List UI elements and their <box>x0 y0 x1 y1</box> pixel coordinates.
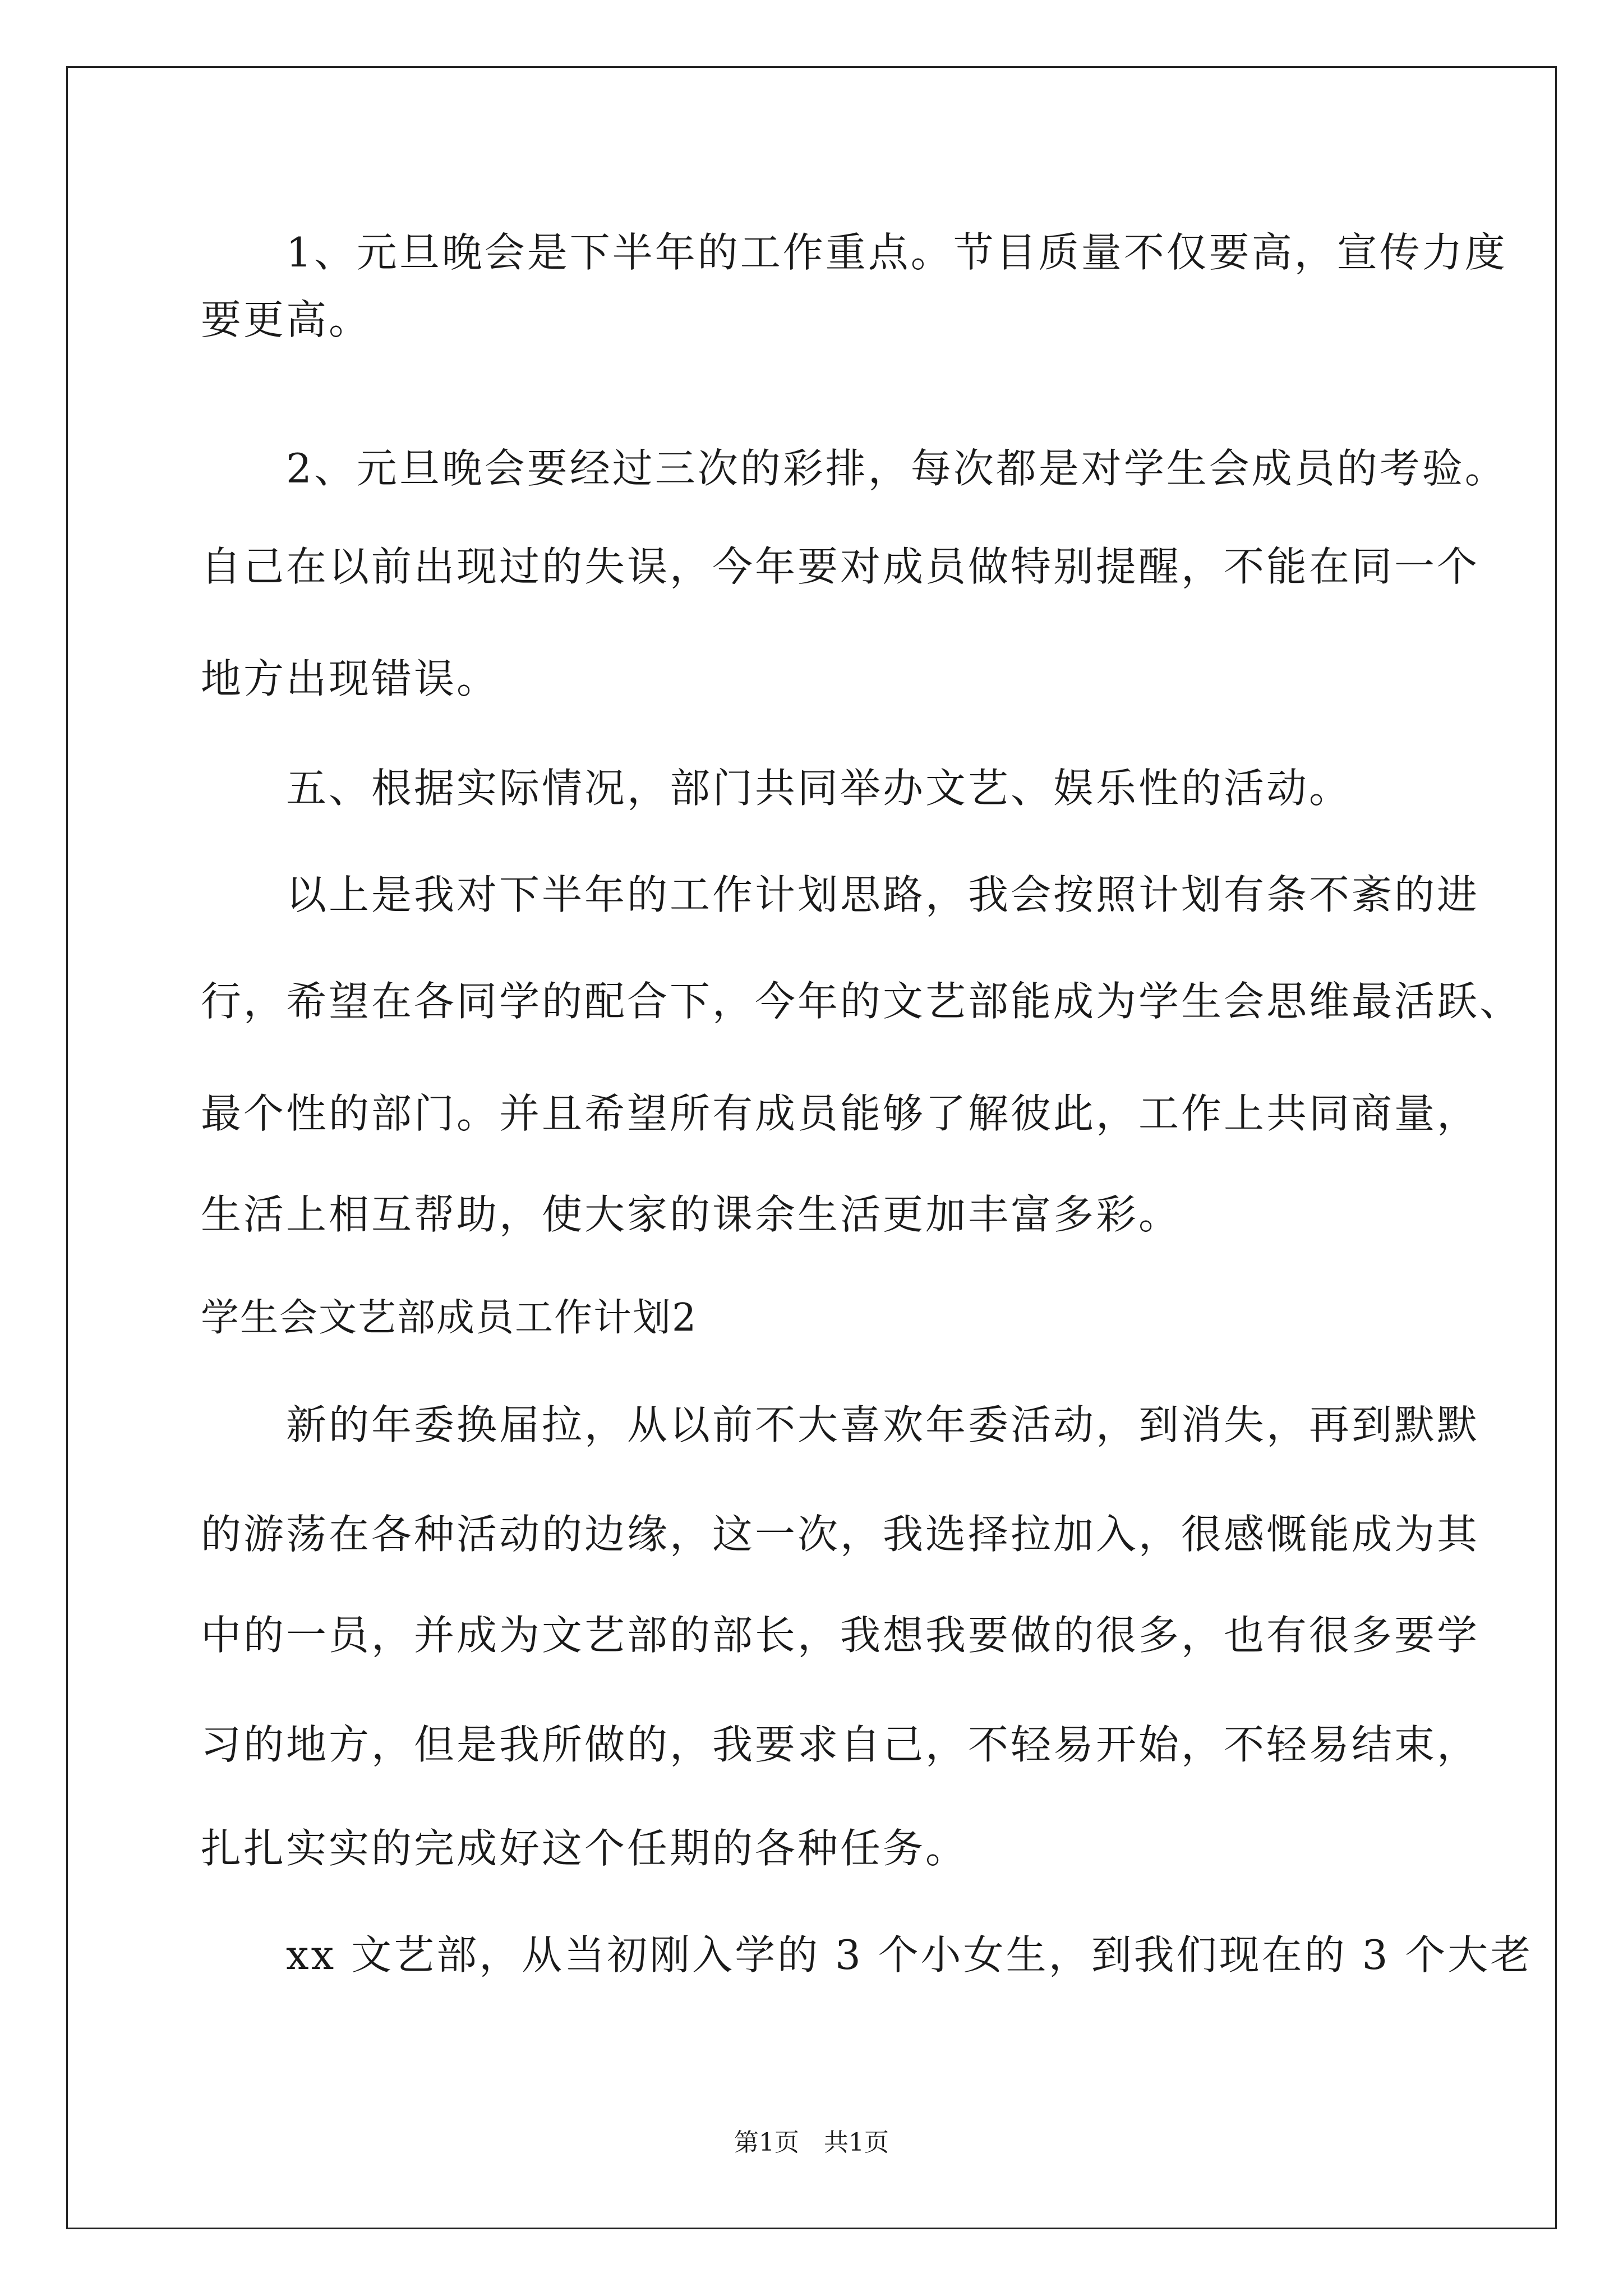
body-line-7: 以上是我对下半年的工作计划思路，我会按照计划有条不紊的进 <box>201 871 1480 918</box>
body-line-11: 新的年委换届拉，从以前不大喜欢年委活动，到消失，再到默默 <box>201 1401 1480 1448</box>
body-line-13: 中的一员，并成为文艺部的部长，我想我要做的很多，也有很多要学 <box>201 1612 1480 1659</box>
body-line-3: 2、元旦晚会要经过三次的彩排，每次都是对学生会成员的考验。 <box>201 445 1507 492</box>
body-line-10: 生活上相互帮助，使大家的课余生活更加丰富多彩。 <box>201 1191 1182 1238</box>
page-footer: 第1页 共1页 <box>734 2128 889 2157</box>
body-line-15: 扎扎实实的完成好这个任期的各种任务。 <box>201 1825 969 1872</box>
body-line-12: 的游荡在各种活动的边缘，这一次，我选择拉加入，很感慨能成为其 <box>201 1511 1480 1558</box>
body-line-5: 地方出现错误。 <box>201 655 500 702</box>
body-line-2: 要更高。 <box>201 296 372 343</box>
body-line-4: 自己在以前出现过的失误，今年要对成员做特别提醒，不能在同一个 <box>201 543 1480 590</box>
body-line-8: 行，希望在各同学的配合下，今年的文艺部能成为学生会思维最活跃、 <box>201 978 1523 1025</box>
body-line-14: 习的地方，但是我所做的，我要求自己，不轻易开始，不轻易结束， <box>201 1721 1480 1768</box>
body-line-9: 最个性的部门。并且希望所有成员能够了解彼此，工作上共同商量， <box>201 1090 1480 1137</box>
body-line-6: 五、根据实际情况，部门共同举办文艺、娱乐性的活动。 <box>201 765 1352 812</box>
body-line-16: xx 文艺部，从当初刚入学的 3 个小女生，到我们现在的 3 个大老 <box>201 1931 1533 1978</box>
page-border <box>66 66 1557 2229</box>
section-heading: 学生会文艺部成员工作计划2 <box>201 1296 698 1340</box>
body-line-1: 1、元旦晚会是下半年的工作重点。节目质量不仅要高，宣传力度 <box>201 229 1507 276</box>
